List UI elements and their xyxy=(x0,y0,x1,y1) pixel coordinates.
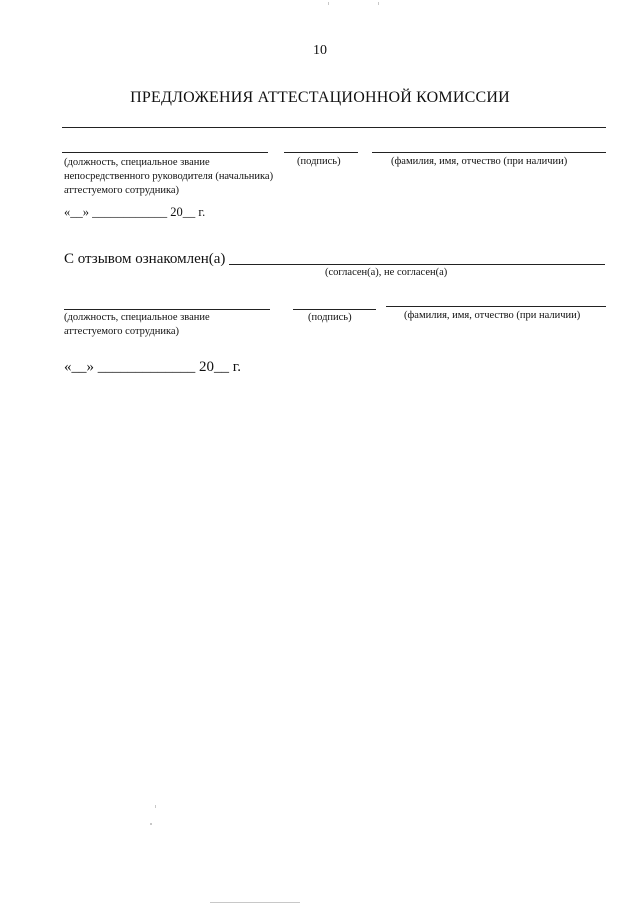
review-ack-label: С отзывом ознакомлен(а) xyxy=(64,251,226,267)
manager-signature-caption: (подпись) xyxy=(297,156,341,167)
employee-position-line[interactable] xyxy=(64,309,270,310)
scan-artifact xyxy=(378,2,379,5)
scan-artifact xyxy=(155,805,156,808)
employee-signature-line[interactable] xyxy=(293,309,376,310)
scan-artifact xyxy=(150,823,152,825)
review-ack-caption: (согласен(а), не согласен(а) xyxy=(325,267,448,278)
manager-signature-line[interactable] xyxy=(284,152,358,153)
scan-artifact xyxy=(328,2,329,5)
manager-position-caption: (должность, специальное звание непосредственного руководителя (начальника) аттестуемого сотрудника) xyxy=(64,157,274,196)
manager-name-caption: (фамилия, имя, отчество (при наличии) xyxy=(391,156,568,167)
manager-date-line[interactable]: «__» ____________ 20__ г. xyxy=(64,205,206,219)
employee-position-caption: (должность, специальное звание аттестуемого сотрудника) xyxy=(64,312,210,337)
manager-name-line[interactable] xyxy=(372,152,606,153)
review-ack-line[interactable] xyxy=(229,264,605,265)
scan-artifact xyxy=(210,902,300,903)
proposals-line[interactable] xyxy=(62,127,606,128)
manager-position-line[interactable] xyxy=(62,152,268,153)
page-title: ПРЕДЛОЖЕНИЯ АТТЕСТАЦИОННОЙ КОМИССИИ xyxy=(130,89,510,106)
employee-signature-caption: (подпись) xyxy=(308,312,352,323)
employee-name-line[interactable] xyxy=(386,306,606,307)
employee-name-caption: (фамилия, имя, отчество (при наличии) xyxy=(404,310,581,321)
employee-date-line[interactable]: «__» _____________ 20__ г. xyxy=(64,359,241,375)
page-number: 10 xyxy=(313,43,327,58)
